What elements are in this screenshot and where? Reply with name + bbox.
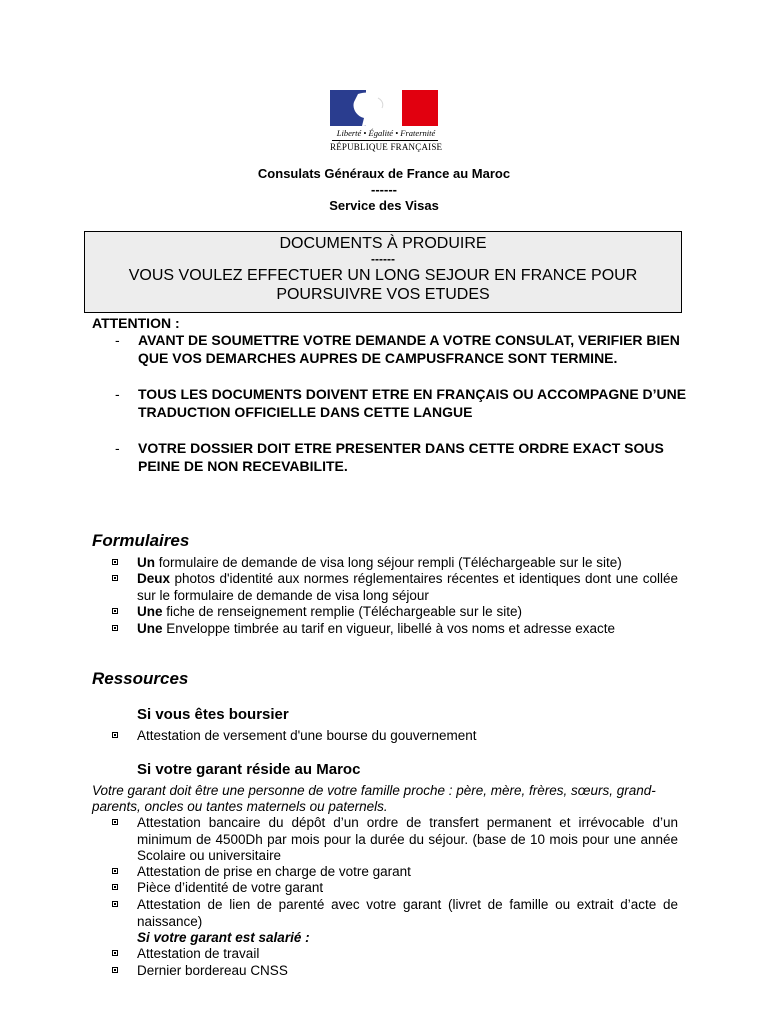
checkbox-bullet-icon xyxy=(112,732,118,738)
title-box-separator: ------ xyxy=(371,252,395,266)
item-quantity: Deux xyxy=(137,571,171,586)
republique-francaise-logo xyxy=(330,90,443,154)
dash-bullet: - xyxy=(115,332,120,348)
header-consulate: Consulats Généraux de France au Maroc xyxy=(257,166,511,181)
list-item xyxy=(112,963,678,980)
header-separator: ------ xyxy=(371,182,397,197)
checkbox-bullet-icon xyxy=(112,868,118,874)
item-quantity: Un xyxy=(137,555,155,570)
checkbox-bullet-icon xyxy=(112,901,118,907)
list-item xyxy=(112,555,678,572)
item-text: fiche de renseignement remplie (Téléchargeable sur le site) xyxy=(162,604,522,619)
dash-bullet: - xyxy=(115,386,120,402)
list-item xyxy=(112,815,678,865)
section-heading-ressources: Ressources xyxy=(92,669,189,688)
item-text: Attestation de prise en charge de votre garant xyxy=(137,864,411,879)
attention-item xyxy=(115,385,695,421)
list-item xyxy=(112,946,678,963)
list-item xyxy=(112,571,678,604)
checkbox-bullet-icon xyxy=(112,625,118,631)
item-text: Dernier bordereau CNSS xyxy=(137,963,288,978)
attention-item xyxy=(115,439,695,475)
item-text: Attestation de versement d'une bourse du gouvernement xyxy=(137,728,477,743)
list-item xyxy=(112,880,678,897)
list-item xyxy=(112,864,678,881)
attention-item-text: AVANT DE SOUMETTRE VOTRE DEMANDE A VOTRE CONSULAT, VERIFIER BIEN QUE VOS DEMARCHES AUPRES DE CAMPUSFRANCE SONT TERMINE. xyxy=(138,332,680,366)
attention-item-text: VOTRE DOSSIER DOIT ETRE PRESENTER DANS CETTE ORDRE EXACT SOUS PEINE DE NON RECEVABILITE. xyxy=(138,440,664,474)
list-item xyxy=(112,897,678,930)
list-item xyxy=(112,621,678,638)
logo-republic-text: RÉPUBLIQUE FRANÇAISE xyxy=(330,142,443,152)
subheading-garant-salarie: Si votre garant est salarié : xyxy=(137,930,310,945)
checkbox-bullet-icon xyxy=(112,967,118,973)
item-text: Attestation de travail xyxy=(137,946,260,961)
title-box-subtitle-1: VOUS VOULEZ EFFECTUER UN LONG SEJOUR EN FRANCE POUR xyxy=(128,267,638,284)
garant-note: Votre garant doit être une personne de votre famille proche : père, mère, frères, sœurs, grand-parents, oncles ou tantes maternels ou paternels. xyxy=(92,783,656,814)
section-heading-formulaires: Formulaires xyxy=(92,531,190,550)
attention-label: ATTENTION : xyxy=(92,315,180,331)
subheading-garant: Si votre garant réside au Maroc xyxy=(137,761,361,778)
marianne-profile-icon xyxy=(348,90,398,126)
checkbox-bullet-icon xyxy=(112,575,118,581)
checkbox-bullet-icon xyxy=(112,950,118,956)
item-quantity: Une xyxy=(137,621,163,636)
checkbox-bullet-icon xyxy=(112,884,118,890)
checkbox-bullet-icon xyxy=(112,819,118,825)
logo-motto: Liberté • Égalité • Fraternité xyxy=(336,128,436,138)
logo-divider xyxy=(332,140,438,141)
item-text: Pièce d’identité de votre garant xyxy=(137,880,324,895)
title-box-title: DOCUMENTS À PRODUIRE xyxy=(279,235,487,252)
item-quantity: Une xyxy=(137,604,163,619)
item-text: formulaire de demande de visa long séjour rempli (Téléchargeable sur le site) xyxy=(155,555,622,570)
list-item xyxy=(112,728,678,745)
attention-item xyxy=(115,331,695,367)
item-text: Attestation de lien de parenté avec votre garant (livret de famille ou extrait d’acte de naissance) xyxy=(137,897,678,929)
checkbox-bullet-icon xyxy=(112,559,118,565)
checkbox-bullet-icon xyxy=(112,608,118,614)
item-text: photos d'identité aux normes réglementaires récentes et identiques dont une collée sur le formulaire de demande de visa long séjour xyxy=(137,571,678,603)
item-text: Enveloppe timbrée au tarif en vigueur, libellé à vos noms et adresse exacte xyxy=(162,621,616,636)
item-text: Attestation bancaire du dépôt d’un ordre de transfert permanent et irrévocable d’un minimum de 4500Dh par mois pour la durée du séjour. (base de 10 mois pour une année Scolaire ou universitaire xyxy=(137,815,678,863)
dash-bullet: - xyxy=(115,440,120,456)
attention-item-text: TOUS LES DOCUMENTS DOIVENT ETRE EN FRANÇAIS OU ACCOMPAGNE D’UNE TRADUCTION OFFICIELLE DANS CETTE LANGUE xyxy=(138,386,687,420)
title-box-subtitle-2: POURSUIVRE VOS ETUDES xyxy=(276,286,490,303)
list-item xyxy=(112,604,678,621)
subheading-boursier: Si vous êtes boursier xyxy=(137,706,289,723)
header-service: Service des Visas xyxy=(329,198,439,213)
title-box xyxy=(84,231,682,313)
